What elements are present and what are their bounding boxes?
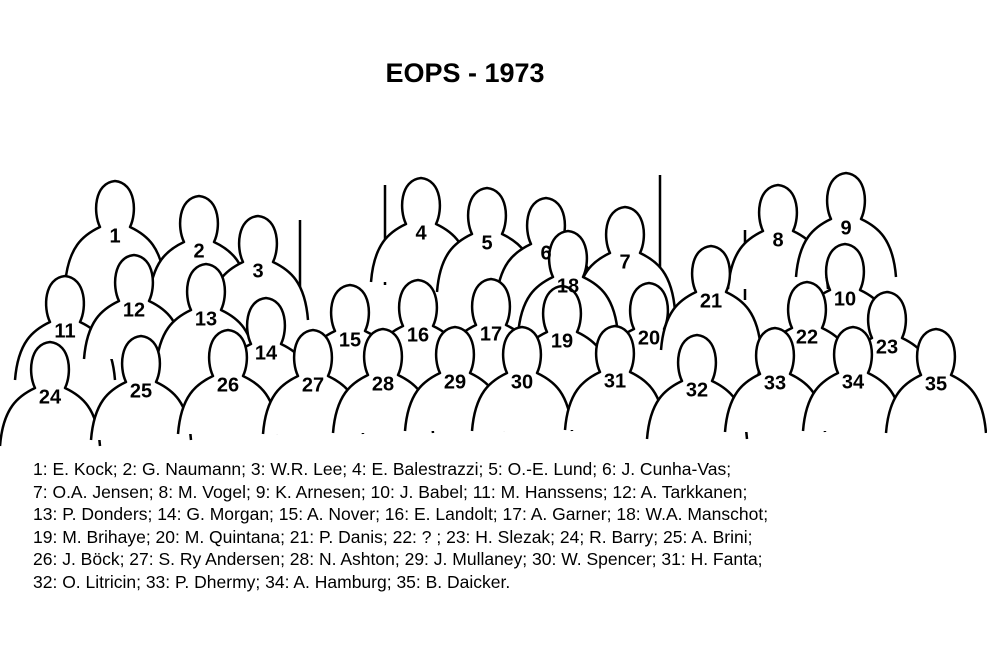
person-number-label: 7 <box>619 251 631 274</box>
person-number-label: 26 <box>216 374 240 397</box>
person-number-label: 9 <box>840 217 852 240</box>
person-number-label: 34 <box>841 371 865 394</box>
person-number-label: 8 <box>772 229 784 252</box>
person-number-label: 3 <box>252 260 264 283</box>
person-number-label: 28 <box>371 373 395 396</box>
person-number-label: 14 <box>254 342 278 365</box>
person-number-label: 6 <box>540 242 552 265</box>
person-number-label: 23 <box>875 336 899 359</box>
person-number-label: 22 <box>795 326 819 349</box>
person-number-label: 15 <box>338 329 362 352</box>
person-number-label: 19 <box>550 330 574 353</box>
person-number-label: 11 <box>54 320 76 343</box>
caption-line: 13: P. Donders; 14: G. Morgan; 15: A. Nover; 16: E. Landolt; 17: A. Garner; 18: W.A. Manschot; <box>33 504 769 525</box>
person-number-label: 20 <box>637 327 661 350</box>
diagram-title: EOPS - 1973 <box>385 58 545 88</box>
caption-line: 7: O.A. Jensen; 8: M. Vogel; 9: K. Arnesen; 10: J. Babel; 11: M. Hanssens; 12: A. Tarkkanen; <box>33 481 748 502</box>
person-number-label: 25 <box>129 380 153 403</box>
caption-line: 19: M. Brihaye; 20: M. Quintana; 21: P. Danis; 22: ? ; 23: H. Slezak; 24; R. Barry; 25: A. Brini; <box>33 526 753 547</box>
person-number-label: 10 <box>833 288 857 311</box>
person-number-label: 30 <box>510 371 534 394</box>
person-number-label: 21 <box>699 290 723 313</box>
person-number-label: 18 <box>556 275 580 298</box>
person-number-label: 2 <box>193 240 205 263</box>
person-number-label: 1 <box>109 225 121 248</box>
person-number-label: 32 <box>685 379 709 402</box>
caption-line: 26: J. Böck; 27: S. Ry Andersen; 28: N. Ashton; 29: J. Mullaney; 30: W. Spencer; 31: H. Fanta; <box>33 549 763 570</box>
person-number-label: 12 <box>122 299 146 322</box>
person-number-label: 16 <box>406 324 430 347</box>
person-number-label: 33 <box>763 372 787 395</box>
person-number-label: 4 <box>415 222 427 245</box>
person-number-label: 17 <box>479 323 503 346</box>
caption-line: 1: E. Kock; 2: G. Naumann; 3: W.R. Lee; 4: E. Balestrazzi; 5: O.-E. Lund; 6: J. Cunha-Vas; <box>33 459 732 479</box>
person-number-label: 29 <box>443 371 467 394</box>
person-number-label: 27 <box>301 374 325 397</box>
name-key-caption <box>33 458 768 594</box>
person-number-label: 35 <box>924 373 948 396</box>
person-number-label: 24 <box>38 386 62 409</box>
caption-line: 32: O. Litricin; 33: P. Dhermy; 34: A. Hamburg; 35: B. Daicker. <box>33 571 511 592</box>
person-number-label: 5 <box>481 232 493 255</box>
person-number-label: 31 <box>603 370 627 393</box>
person-number-label: 13 <box>194 308 218 331</box>
